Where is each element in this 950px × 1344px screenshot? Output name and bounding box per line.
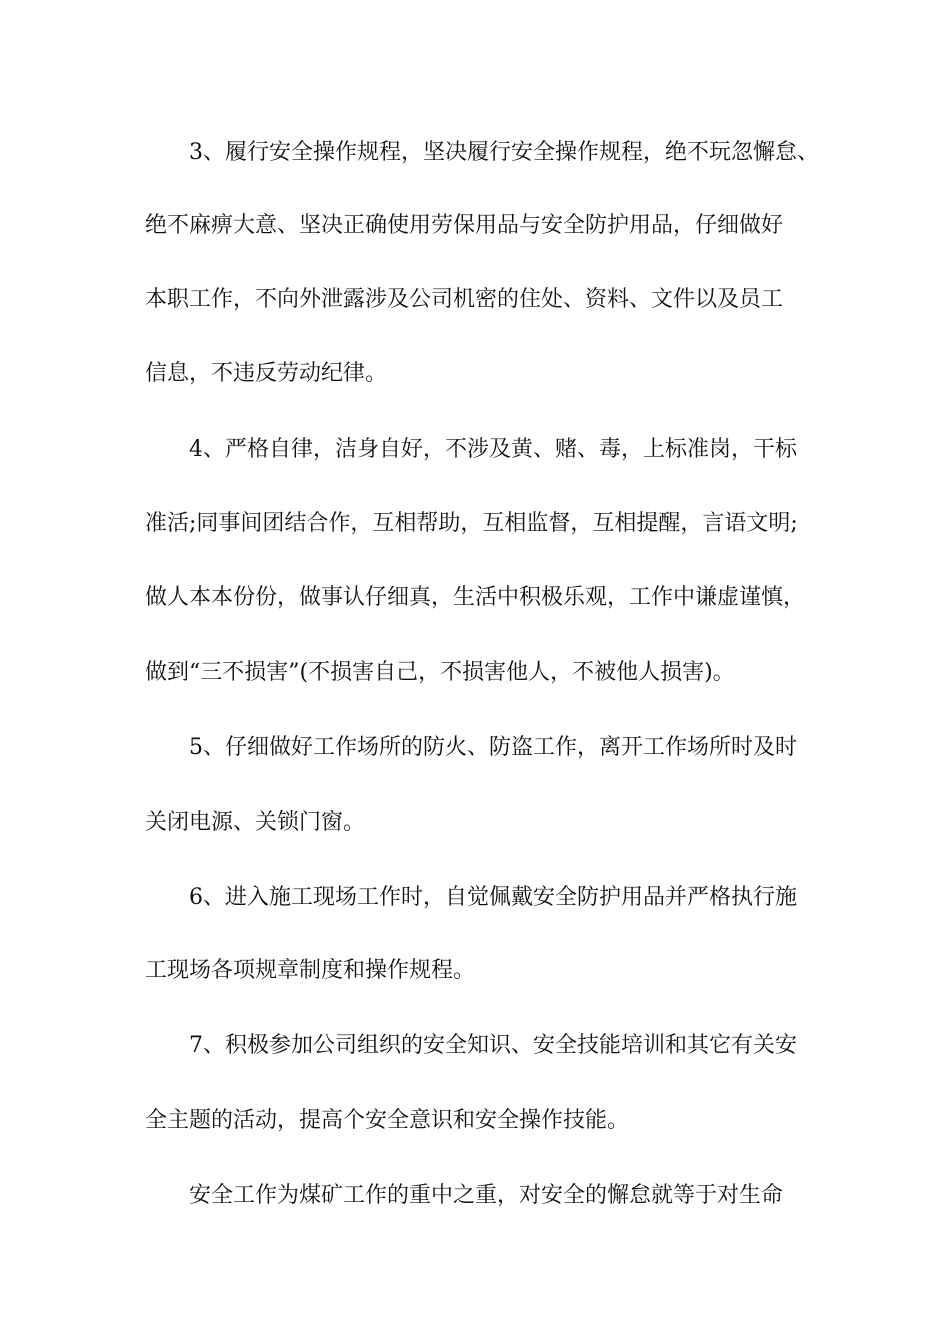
line-text: 7、积极参加公司组织的安全知识、安全技能培训和其它有关安 <box>189 1033 797 1058</box>
text-line <box>0 1101 950 1141</box>
line-text: 关闭电源、关锁门窗。 <box>145 810 366 835</box>
line-text: 信息，不违反劳动纪律。 <box>145 361 388 386</box>
text-line <box>0 1176 950 1216</box>
line-text: 全主题的活动，提高个安全意识和安全操作技能。 <box>145 1108 630 1133</box>
text-line <box>0 803 950 843</box>
text-line <box>0 430 950 470</box>
line-text: 准活;同事间团结合作，互相帮助，互相监督，互相提醒，言语文明; <box>145 511 798 536</box>
line-text: 4、严格自律，洁身自好，不涉及黄、赌、毒，上标准岗，干标 <box>189 437 797 462</box>
text-line <box>0 280 950 320</box>
line-text: 工现场各项规章制度和操作规程。 <box>145 958 476 983</box>
line-text: 安全工作为煤矿工作的重中之重，对安全的懈怠就等于对生命 <box>189 1183 784 1208</box>
line-text: 6、进入施工现场工作时，自觉佩戴安全防护用品并严格执行施 <box>189 885 797 910</box>
text-line <box>0 354 950 394</box>
line-text: 3、履行安全操作规程，坚决履行安全操作规程，绝不玩忽懈怠、 <box>189 140 819 165</box>
line-text: 做到“三不损害”(不损害自己，不损害他人，不被他人损害)。 <box>145 660 735 685</box>
text-line <box>0 133 950 173</box>
line-text: 做人本本份份，做事认仔细真，生活中积极乐观，工作中谦虚谨慎， <box>145 585 806 610</box>
text-line <box>0 578 950 618</box>
text-line <box>0 504 950 544</box>
text-line <box>0 206 950 246</box>
line-text: 绝不麻痹大意、坚决正确使用劳保用品与安全防护用品，仔细做好 <box>145 213 784 238</box>
line-text: 本职工作，不向外泄露涉及公司机密的住处、资料、文件以及员工 <box>145 287 784 312</box>
line-text: 5、仔细做好工作场所的防火、防盗工作，离开工作场所时及时 <box>189 735 797 760</box>
text-line <box>0 951 950 991</box>
text-line <box>0 653 950 693</box>
text-line <box>0 878 950 918</box>
text-line <box>0 1026 950 1066</box>
text-line <box>0 728 950 768</box>
